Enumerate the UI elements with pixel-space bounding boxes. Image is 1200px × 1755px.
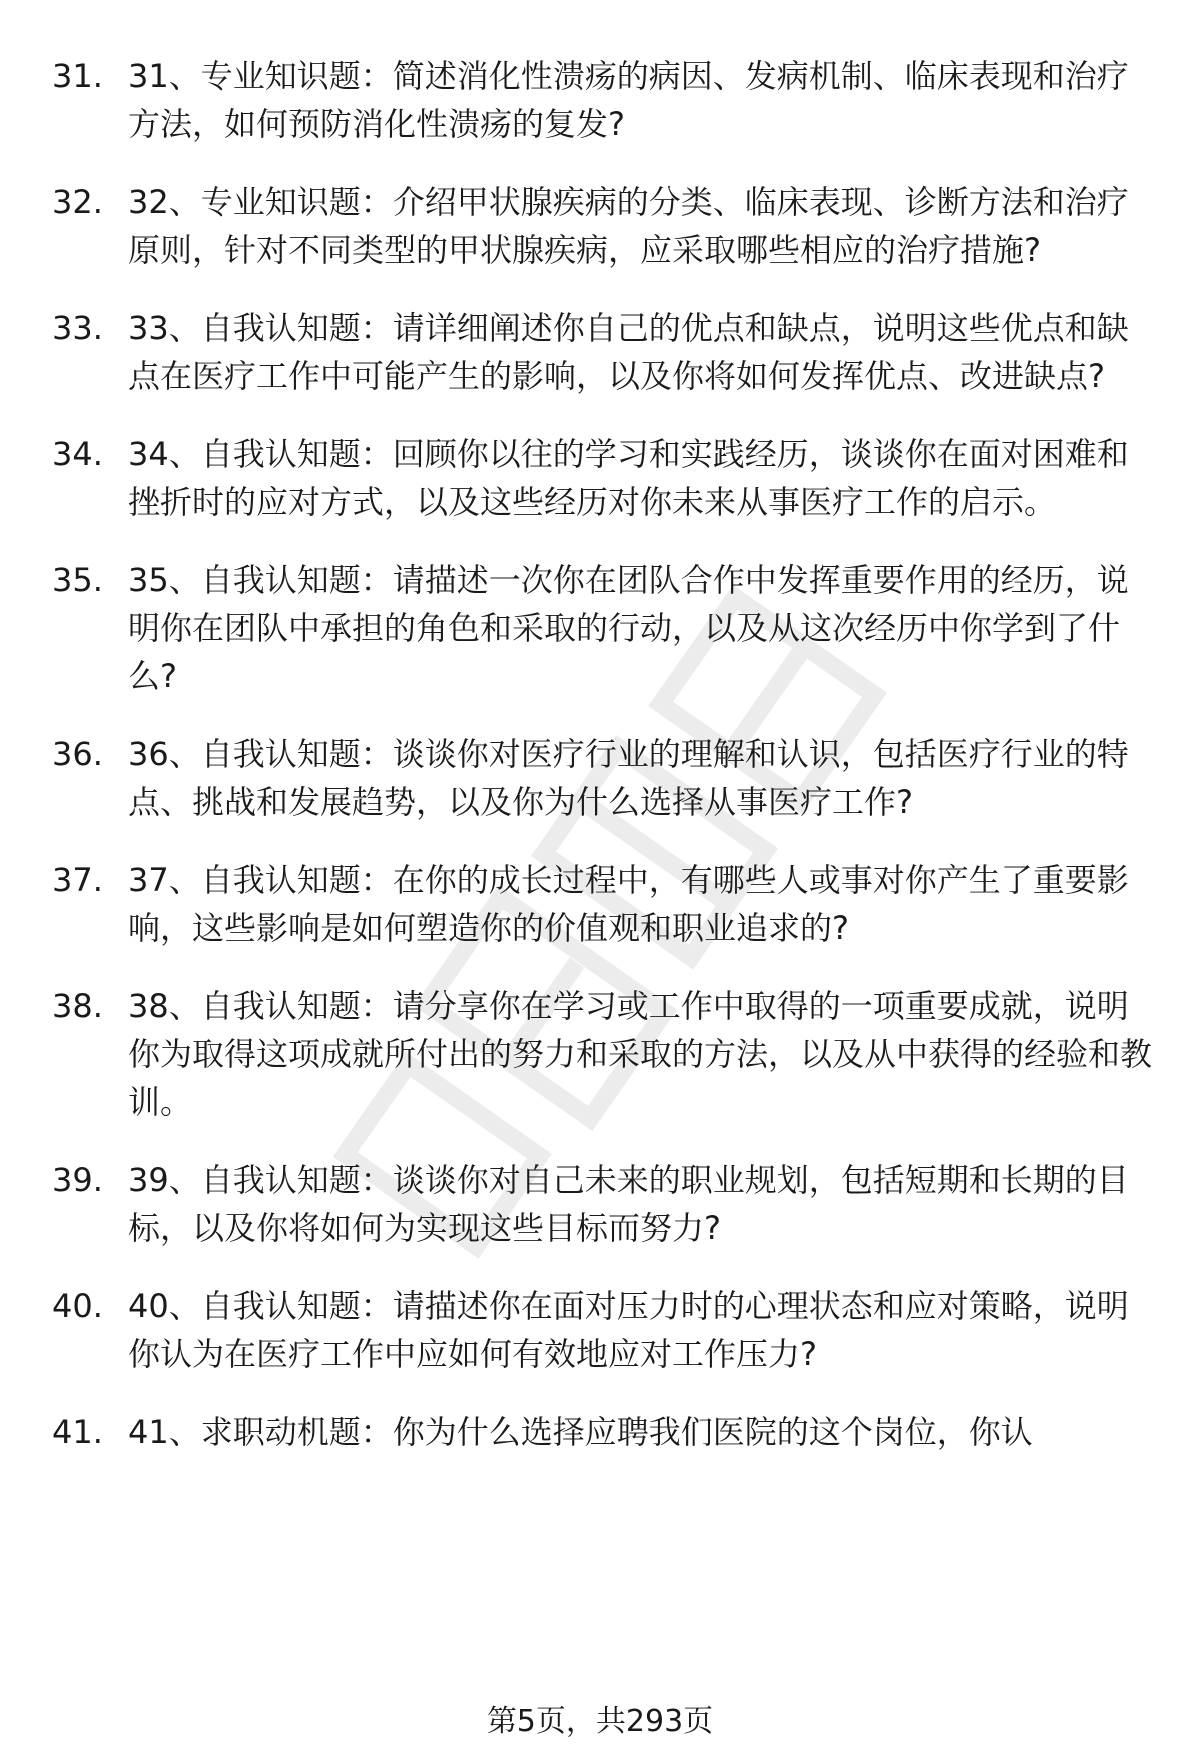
question-item	[52, 856, 1152, 952]
question-number: 38.	[52, 987, 103, 1025]
question-item	[52, 1156, 1152, 1252]
question-item	[52, 52, 1152, 148]
question-number: 40.	[52, 1287, 103, 1325]
question-text: 31、专业知识题：简述消化性溃疡的病因、发病机制、临床表现和治疗方法，如何预防消化性溃疡的复发?	[128, 57, 1129, 143]
question-number: 33.	[52, 309, 103, 347]
question-text: 40、自我认知题：请描述你在面对压力时的心理状态和应对策略，说明你认为在医疗工作中应如何有效地应对工作压力?	[128, 1287, 1129, 1373]
question-number: 34.	[52, 435, 103, 473]
question-text: 34、自我认知题：回顾你以往的学习和实践经历，谈谈你在面对困难和挫折时的应对方式，以及这些经历对你未来从事医疗工作的启示。	[128, 435, 1129, 521]
question-text: 35、自我认知题：请描述一次你在团队合作中发挥重要作用的经历，说明你在团队中承担的角色和采取的行动，以及从这次经历中你学到了什么?	[128, 561, 1129, 695]
question-item	[52, 1408, 1152, 1456]
question-number: 39.	[52, 1161, 103, 1199]
question-item	[52, 556, 1152, 700]
question-item	[52, 178, 1152, 274]
page-number-footer: 第5页，共293页	[0, 1700, 1200, 1744]
question-item	[52, 730, 1152, 826]
question-item	[52, 430, 1152, 526]
question-text: 41、求职动机题：你为什么选择应聘我们医院的这个岗位，你认	[128, 1413, 1033, 1451]
question-list	[52, 52, 1152, 1486]
question-text: 38、自我认知题：请分享你在学习或工作中取得的一项重要成就，说明你为取得这项成就所付出的努力和采取的方法，以及从中获得的经验和教训。	[128, 987, 1153, 1121]
question-number: 37.	[52, 861, 103, 899]
question-number: 35.	[52, 561, 103, 599]
question-text: 32、专业知识题：介绍甲状腺疾病的分类、临床表现、诊断方法和治疗原则，针对不同类型的甲状腺疾病，应采取哪些相应的治疗措施?	[128, 183, 1129, 269]
question-number: 31.	[52, 57, 103, 95]
question-text: 39、自我认知题：谈谈你对自己未来的职业规划，包括短期和长期的目标，以及你将如何为实现这些目标而努力?	[128, 1161, 1129, 1247]
question-number: 41.	[52, 1413, 103, 1451]
question-text: 33、自我认知题：请详细阐述你自己的优点和缺点，说明这些优点和缺点在医疗工作中可能产生的影响，以及你将如何发挥优点、改进缺点?	[128, 309, 1129, 395]
question-item	[52, 982, 1152, 1126]
question-number: 32.	[52, 183, 103, 221]
question-text: 37、自我认知题：在你的成长过程中，有哪些人或事对你产生了重要影响，这些影响是如何塑造你的价值观和职业追求的?	[128, 861, 1129, 947]
question-item	[52, 304, 1152, 400]
question-number: 36.	[52, 735, 103, 773]
question-item	[52, 1282, 1152, 1378]
question-text: 36、自我认知题：谈谈你对医疗行业的理解和认识，包括医疗行业的特点、挑战和发展趋势，以及你为什么选择从事医疗工作?	[128, 735, 1129, 821]
